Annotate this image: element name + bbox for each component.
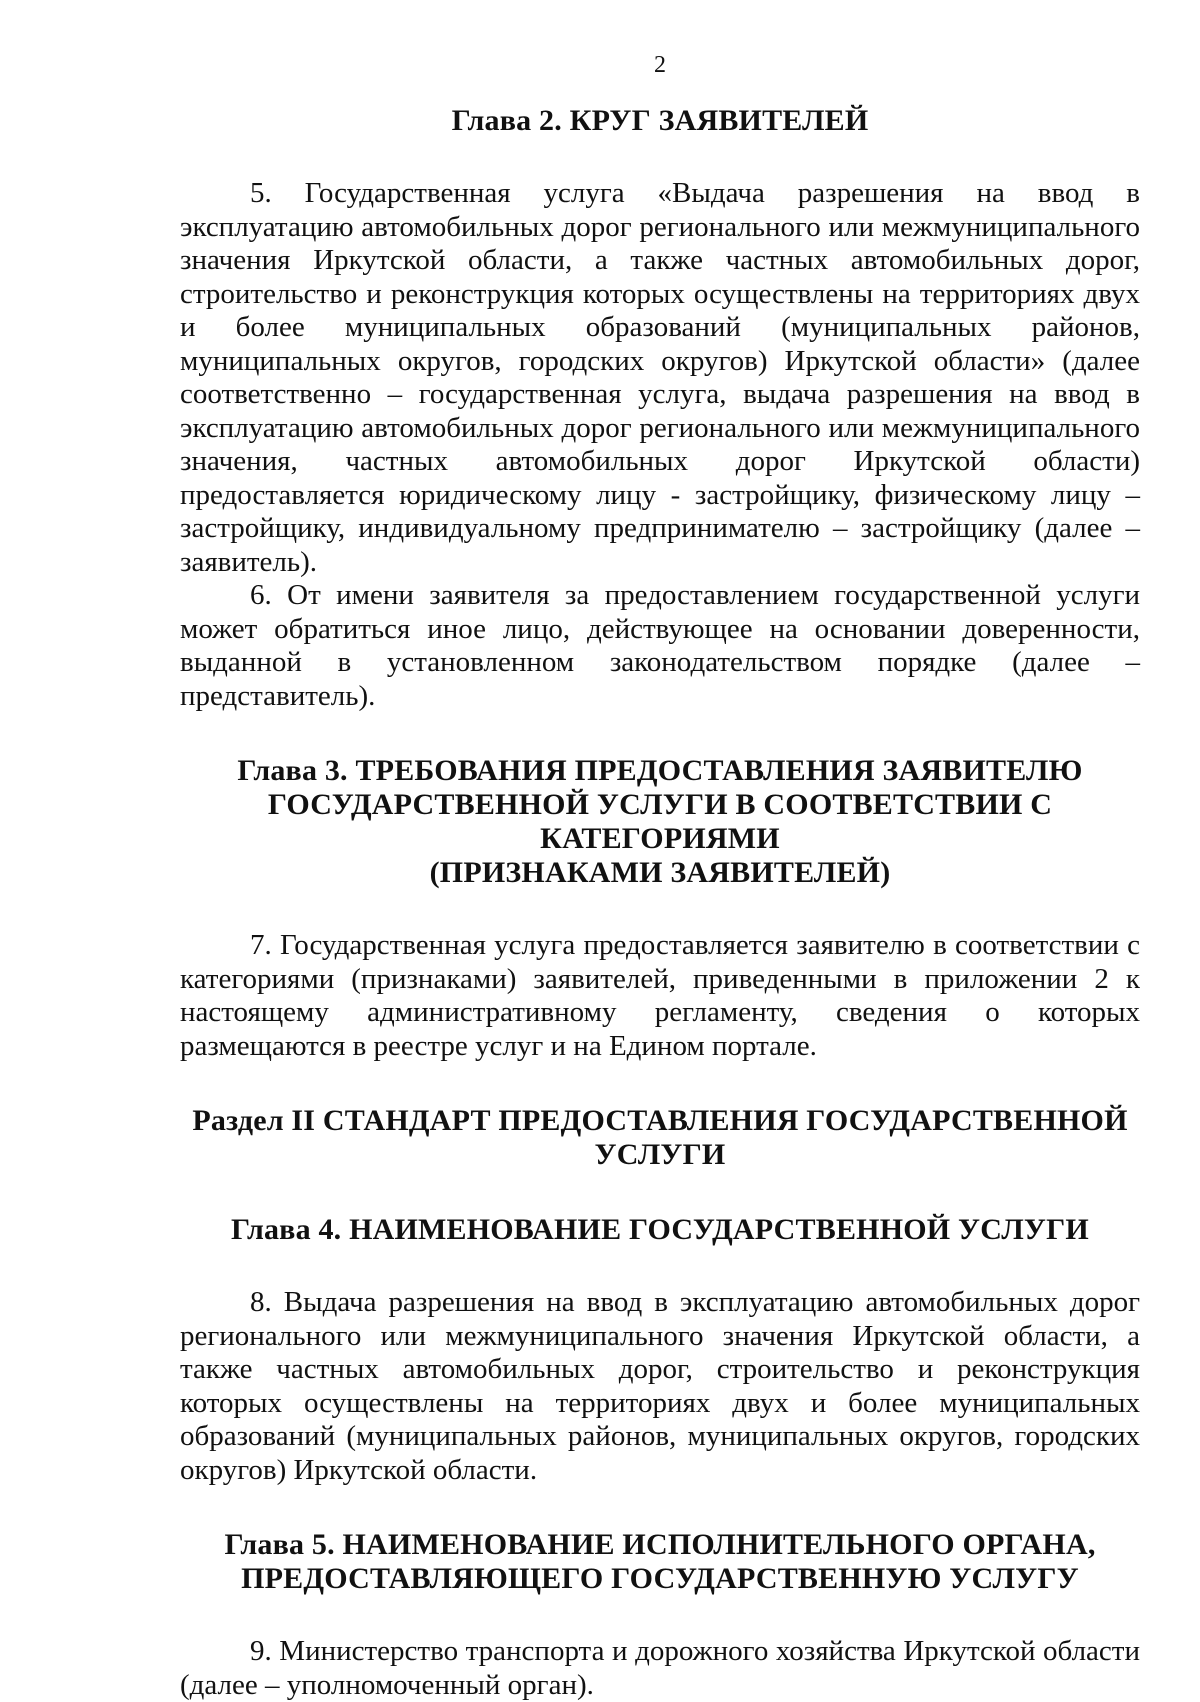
section-2-heading-line1: Раздел II СТАНДАРТ ПРЕДОСТАВЛЕНИЯ ГОСУДАРСТВЕННОЙ [192,1104,1128,1137]
chapter-3-heading-line2: ГОСУДАРСТВЕННОЙ УСЛУГИ В СООТВЕТСТВИИ С КАТЕГОРИЯМИ [267,788,1053,855]
chapter-3-heading-line3: (ПРИЗНАКАМИ ЗАЯВИТЕЛЕЙ) [429,856,891,889]
paragraph-8: 8. Выдача разрешения на ввод в эксплуатацию автомобильных дорог регионального или межмуниципального значения Иркутской области, а также частных автомобильных дорог, строительство и реконструкция которых осуществлены на территориях двух и более муниципальных образований (муниципальных районов, муниципальных округов, городских округов) Иркутской области. [180,1286,1140,1486]
paragraph-9: 9. Министерство транспорта и дорожного хозяйства Иркутской области (далее – уполномоченный орган). [180,1635,1140,1701]
chapter-3-heading [180,754,1140,890]
chapter-5-heading-line2: ПРЕДОСТАВЛЯЮЩЕГО ГОСУДАРСТВЕННУЮ УСЛУГУ [241,1562,1079,1595]
chapter-2-heading: Глава 2. КРУГ ЗАЯВИТЕЛЕЙ [451,104,869,137]
document-body [180,100,1140,1702]
chapter-4-heading: Глава 4. НАИМЕНОВАНИЕ ГОСУДАРСТВЕННОЙ УСЛУГИ [231,1213,1089,1246]
page-number: 2 [654,52,666,78]
chapter-3-heading-line1: Глава 3. ТРЕБОВАНИЯ ПРЕДОСТАВЛЕНИЯ ЗАЯВИТЕЛЮ [237,754,1083,787]
paragraph-5: 5. Государственная услуга «Выдача разрешения на ввод в эксплуатацию автомобильных дорог регионального или межмуниципального значения Иркутской области, а также частных автомобильных дорог, строительство и реконструкция которых осуществлены на территориях двух и более муниципальных образований (муниципальных районов, муниципальных округов, городских округов) Иркутской области» (далее соответственно – государственная услуга, выдача разрешения на ввод в эксплуатацию автомобильных дорог регионального или межмуниципального значения, частных автомобильных дорог Иркутской области) предоставляется юридическому лицу - застройщику, физическому лицу – застройщику, индивидуальному предпринимателю – застройщику (далее – заявитель). [180,177,1140,578]
chapter-5-heading-line1: Глава 5. НАИМЕНОВАНИЕ ИСПОЛНИТЕЛЬНОГО ОРГАНА, [224,1528,1096,1561]
chapter-5-heading [180,1528,1140,1596]
paragraph-6: 6. От имени заявителя за предоставлением государственной услуги может обратиться иное лицо, действующее на основании доверенности, выданной в установленном законодательством порядке (далее – представитель). [180,579,1140,712]
section-2-heading [180,1104,1140,1172]
section-2-heading-line2: УСЛУГИ [594,1138,726,1171]
paragraph-7: 7. Государственная услуга предоставляется заявителю в соответствии с категориями (признаками) заявителей, приведенными в приложении 2 к настоящему административному регламенту, сведения о которых размещаются в реестре услуг и на Едином портале. [180,929,1140,1062]
